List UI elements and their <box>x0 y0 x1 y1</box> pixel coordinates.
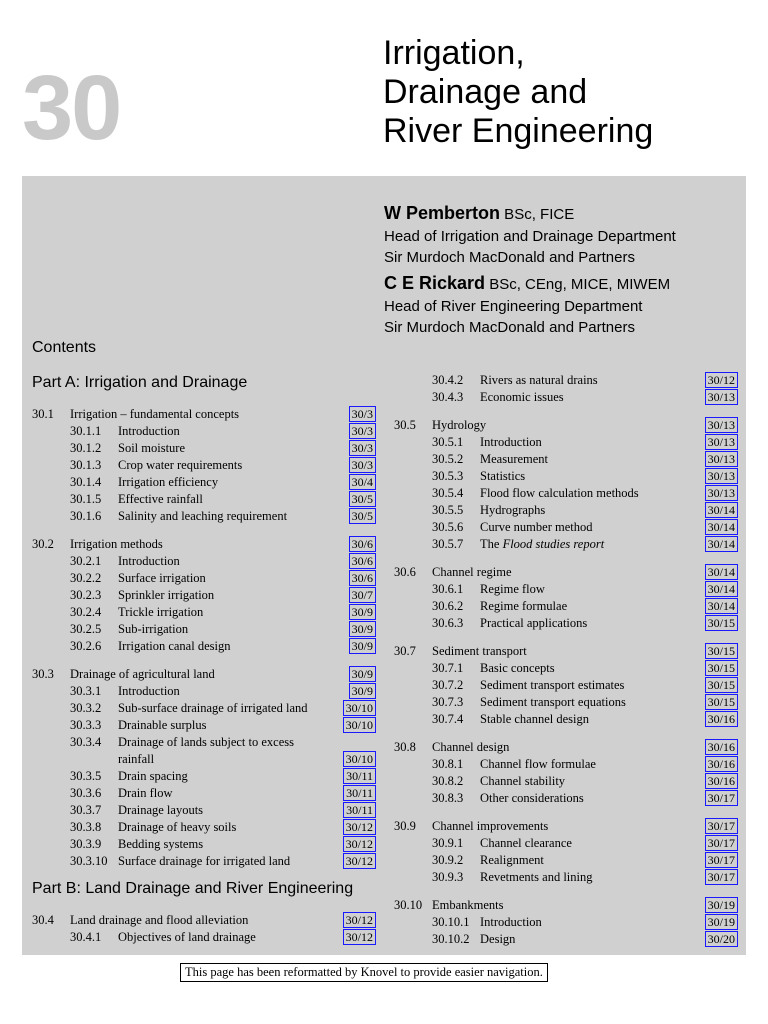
subsection-number: 30.2.6 <box>70 639 102 653</box>
subsection-row <box>394 598 738 615</box>
subsection-number: 30.2.2 <box>70 571 102 585</box>
subsection-title: Sediment transport equations <box>480 695 626 709</box>
subsection-title: Channel stability <box>480 774 566 788</box>
page-link[interactable]: 30/14 <box>705 502 738 518</box>
page-link[interactable]: 30/14 <box>705 598 738 614</box>
subsection-number: 30.1.6 <box>70 509 102 523</box>
subsection-row <box>394 581 738 598</box>
page-link[interactable]: 30/3 <box>349 423 376 439</box>
section-title: Sediment transport <box>432 644 527 658</box>
page-link[interactable]: 30/17 <box>705 790 738 806</box>
page-link[interactable]: 30/16 <box>705 739 738 755</box>
subsection-row <box>394 434 738 451</box>
subsection-number: 30.7.4 <box>432 712 464 726</box>
section-number: 30.4 <box>32 913 54 927</box>
subsection-number: 30.5.3 <box>432 469 464 483</box>
page-link[interactable]: 30/9 <box>349 604 376 620</box>
page-link[interactable]: 30/15 <box>705 694 738 710</box>
subsection-number: 30.5.5 <box>432 503 464 517</box>
chapter-title <box>383 34 653 151</box>
subsection-number: 30.9.1 <box>432 836 464 850</box>
subsection-row <box>32 423 376 440</box>
subsection-title: Sprinkler irrigation <box>118 588 215 602</box>
subsection-title: Trickle irrigation <box>118 605 204 619</box>
subsection-title: Channel flow formulae <box>480 757 596 771</box>
subsection-number: 30.2.4 <box>70 605 102 619</box>
subsection-row <box>394 773 738 790</box>
subsection-title: Stable channel design <box>480 712 589 726</box>
contents-section <box>394 417 738 553</box>
subsection-number: 30.10.2 <box>432 932 470 946</box>
page-link[interactable]: 30/5 <box>349 508 376 524</box>
page-link[interactable]: 30/10 <box>343 717 376 733</box>
page-link[interactable]: 30/13 <box>705 434 738 450</box>
page-link[interactable]: 30/14 <box>705 564 738 580</box>
page-link[interactable]: 30/13 <box>705 485 738 501</box>
subsection-title: Introduction <box>118 684 180 698</box>
subsection-row <box>394 660 738 677</box>
subsection-title: Sub-irrigation <box>118 622 189 636</box>
subsection-row <box>32 683 376 700</box>
section-number: 30.9 <box>394 819 416 833</box>
subsection-title: Practical applications <box>480 616 588 630</box>
subsection-row <box>394 711 738 728</box>
subsection-row <box>32 819 376 836</box>
subsection-number: 30.3.1 <box>70 684 102 698</box>
subsection-title: Soil moisture <box>118 441 186 455</box>
subsection-number: 30.2.3 <box>70 588 102 602</box>
section-title: Channel regime <box>432 565 512 579</box>
page-link[interactable]: 30/20 <box>705 931 738 947</box>
page-link[interactable]: 30/15 <box>705 643 738 659</box>
subsection-number: 30.7.3 <box>432 695 464 709</box>
subsection-number: 30.3.9 <box>70 837 102 851</box>
subsection-row <box>394 914 738 931</box>
subsection-row <box>394 615 738 632</box>
page-link[interactable]: 30/12 <box>343 836 376 852</box>
section-title: Channel improvements <box>432 819 549 833</box>
page-link[interactable]: 30/14 <box>705 581 738 597</box>
subsection-number: 30.1.4 <box>70 475 102 489</box>
subsection-row <box>32 785 376 802</box>
subsection-row <box>394 536 738 553</box>
subsection-number: 30.2.1 <box>70 554 102 568</box>
page-link[interactable]: 30/19 <box>705 897 738 913</box>
section-row <box>32 406 376 423</box>
subsection-row <box>32 717 376 734</box>
subsection-title: Revetments and lining <box>480 870 593 884</box>
subsection-row <box>394 852 738 869</box>
page-link[interactable]: 30/17 <box>705 835 738 851</box>
subsection-number: 30.3.6 <box>70 786 102 800</box>
page-link[interactable]: 30/17 <box>705 818 738 834</box>
subsection-row <box>32 440 376 457</box>
contents-section <box>32 406 376 525</box>
section-row <box>394 818 738 835</box>
subsection-number: 30.1.2 <box>70 441 102 455</box>
page-link[interactable]: 30/6 <box>349 553 376 569</box>
section-number: 30.2 <box>32 537 54 551</box>
page-link[interactable]: 30/15 <box>705 660 738 676</box>
section-row <box>394 564 738 581</box>
subsection-title: Crop water requirements <box>118 458 243 472</box>
subsection-title: Bedding systems <box>118 837 204 851</box>
subsection-row <box>32 836 376 853</box>
authors-block <box>384 202 676 342</box>
contents-left-column <box>32 406 376 881</box>
page-link[interactable]: 30/5 <box>349 491 376 507</box>
page-link[interactable]: 30/11 <box>343 768 376 784</box>
page-link[interactable]: 30/16 <box>705 711 738 727</box>
page-link[interactable]: 30/13 <box>705 389 738 405</box>
page-link[interactable]: 30/9 <box>349 666 376 682</box>
contents-section <box>32 666 376 870</box>
section-number: 30.6 <box>394 565 416 579</box>
page-link[interactable]: 30/12 <box>343 929 376 945</box>
subsection-title: Introduction <box>480 435 542 449</box>
reformat-notice: This page has been reformatted by Knovel to provide easier navigation. <box>180 963 548 982</box>
page-link[interactable]: 30/11 <box>343 785 376 801</box>
subsection-number: 30.9.3 <box>432 870 464 884</box>
title-line: Irrigation, <box>383 34 525 72</box>
subsection-title: Statistics <box>480 469 526 483</box>
author-position: Head of Irrigation and Drainage Department <box>384 228 676 245</box>
contents-section <box>394 739 738 807</box>
subsection-row <box>394 756 738 773</box>
section-number: 30.1 <box>32 407 54 421</box>
section-title: Embankments <box>432 898 504 912</box>
contents-section <box>32 912 376 946</box>
section-title: Drainage of agricultural land <box>70 667 215 681</box>
subsection-row <box>32 638 376 655</box>
subsection-title: Drainable surplus <box>118 718 207 732</box>
subsection-number: 30.5.2 <box>432 452 464 466</box>
subsection-row <box>394 790 738 807</box>
subsection-number: 30.7.2 <box>432 678 464 692</box>
subsection-number: 30.3.3 <box>70 718 102 732</box>
chapter-number: 30 <box>22 57 121 159</box>
contents-right-column <box>394 372 738 959</box>
subsection-title: Salinity and leaching requirement <box>118 509 288 523</box>
subsection-row <box>32 570 376 587</box>
section-row <box>394 897 738 914</box>
subsection-row <box>32 734 376 751</box>
subsection-row <box>394 835 738 852</box>
page-link[interactable]: 30/3 <box>349 457 376 473</box>
page-link[interactable]: 30/14 <box>705 536 738 552</box>
page-link[interactable]: 30/6 <box>349 536 376 552</box>
author-affiliation: Sir Murdoch MacDonald and Partners <box>384 319 635 336</box>
contents-section <box>394 372 738 406</box>
subsection-title: Surface drainage for irrigated land <box>118 854 291 868</box>
section-row <box>32 666 376 683</box>
author-name: W Pemberton <box>384 203 501 223</box>
contents-section <box>394 643 738 728</box>
page-link[interactable]: 30/9 <box>349 638 376 654</box>
subsection-title: Drainage of lands subject to excess <box>118 735 294 749</box>
subsection-title: Irrigation canal design <box>118 639 231 653</box>
subsection-title-italic: Flood studies report <box>502 537 605 551</box>
subsection-number: 30.6.2 <box>432 599 464 613</box>
subsection-number: 30.3.4 <box>70 735 102 749</box>
subsection-number: 30.3.7 <box>70 803 102 817</box>
subsection-title: Objectives of land drainage <box>118 930 256 944</box>
section-row <box>394 643 738 660</box>
subsection-title: The Flood studies report <box>480 537 605 551</box>
subsection-title: Curve number method <box>480 520 593 534</box>
subsection-title: Hydrographs <box>480 503 546 517</box>
subsection-row <box>394 931 738 948</box>
subsection-number: 30.6.1 <box>432 582 464 596</box>
page-link[interactable]: 30/10 <box>343 751 376 767</box>
subsection-title: Measurement <box>480 452 549 466</box>
subsection-number: 30.3.8 <box>70 820 102 834</box>
subsection-title: rainfall <box>118 752 155 766</box>
subsection-row <box>32 604 376 621</box>
subsection-row <box>394 519 738 536</box>
subsection-number: 30.1.1 <box>70 424 102 438</box>
subsection-number: 30.8.2 <box>432 774 464 788</box>
subsection-title: Regime flow <box>480 582 545 596</box>
title-line: Drainage and <box>383 73 588 111</box>
page-link[interactable]: 30/9 <box>349 621 376 637</box>
subsection-title: Economic issues <box>480 390 564 404</box>
subsection-row-continued <box>32 751 376 768</box>
section-row <box>32 536 376 553</box>
page-link[interactable]: 30/12 <box>705 372 738 388</box>
subsection-number: 30.3.2 <box>70 701 102 715</box>
page-link[interactable]: 30/12 <box>343 853 376 869</box>
subsection-row <box>32 929 376 946</box>
contents-section <box>32 536 376 655</box>
author <box>384 202 676 268</box>
contents-part-b-column <box>32 912 376 957</box>
subsection-row <box>394 485 738 502</box>
author-qualifications: BSc, FICE <box>500 206 575 223</box>
subsection-number: 30.8.3 <box>432 791 464 805</box>
subsection-title: Basic concepts <box>480 661 555 675</box>
contents-section <box>394 564 738 632</box>
subsection-row <box>394 677 738 694</box>
subsection-title: Introduction <box>118 424 180 438</box>
subsection-row <box>32 700 376 717</box>
page-link[interactable]: 30/17 <box>705 852 738 868</box>
subsection-title: Channel clearance <box>480 836 572 850</box>
subsection-number: 30.3.5 <box>70 769 102 783</box>
page-link[interactable]: 30/3 <box>349 406 376 422</box>
subsection-row <box>32 553 376 570</box>
subsection-number: 30.4.1 <box>70 930 102 944</box>
subsection-row <box>32 508 376 525</box>
subsection-number: 30.1.3 <box>70 458 102 472</box>
subsection-number: 30.10.1 <box>432 915 470 929</box>
subsection-title: Sediment transport estimates <box>480 678 625 692</box>
subsection-row <box>394 372 738 389</box>
subsection-row <box>32 802 376 819</box>
section-title: Irrigation – fundamental concepts <box>70 407 240 421</box>
subsection-number: 30.5.1 <box>432 435 464 449</box>
section-row <box>394 739 738 756</box>
subsection-row <box>32 457 376 474</box>
subsection-title: Regime formulae <box>480 599 568 613</box>
page-link[interactable]: 30/9 <box>349 683 376 699</box>
subsection-title: Irrigation efficiency <box>118 475 219 489</box>
page-link[interactable]: 30/13 <box>705 451 738 467</box>
section-number: 30.5 <box>394 418 416 432</box>
page-link[interactable]: 30/16 <box>705 756 738 772</box>
author-affiliation: Sir Murdoch MacDonald and Partners <box>384 249 635 266</box>
page-link[interactable]: 30/17 <box>705 869 738 885</box>
contents-section <box>394 897 738 948</box>
subsection-number: 30.4.2 <box>432 373 464 387</box>
subsection-title: Flood flow calculation methods <box>480 486 639 500</box>
subsection-row <box>394 468 738 485</box>
subsection-number: 30.9.2 <box>432 853 464 867</box>
subsection-title: Design <box>480 932 516 946</box>
subsection-title: Drain flow <box>118 786 173 800</box>
page-link[interactable]: 30/15 <box>705 615 738 631</box>
subsection-number: 30.5.7 <box>432 537 464 551</box>
subsection-row <box>394 389 738 406</box>
page-link[interactable]: 30/7 <box>349 587 376 603</box>
subsection-title: Realignment <box>480 853 544 867</box>
subsection-number: 30.2.5 <box>70 622 102 636</box>
subsection-number: 30.5.4 <box>432 486 464 500</box>
subsection-row <box>394 451 738 468</box>
section-number: 30.7 <box>394 644 416 658</box>
page-link[interactable]: 30/12 <box>343 912 376 928</box>
subsection-number: 30.3.10 <box>70 854 108 868</box>
part-a-heading: Part A: Irrigation and Drainage <box>32 374 248 391</box>
subsection-number: 30.4.3 <box>432 390 464 404</box>
author-position: Head of River Engineering Department <box>384 298 643 315</box>
page-link[interactable]: 30/10 <box>343 700 376 716</box>
section-title: Land drainage and flood alleviation <box>70 913 249 927</box>
subsection-row <box>32 768 376 785</box>
author <box>384 272 676 338</box>
subsection-row <box>394 694 738 711</box>
subsection-number: 30.6.3 <box>432 616 464 630</box>
section-title: Channel design <box>432 740 510 754</box>
subsection-number: 30.1.5 <box>70 492 102 506</box>
part-b-heading: Part B: Land Drainage and River Engineering <box>32 880 354 897</box>
subsection-number: 30.7.1 <box>432 661 464 675</box>
section-row <box>394 417 738 434</box>
subsection-title: Effective rainfall <box>118 492 203 506</box>
author-qualifications: BSc, CEng, MICE, MIWEM <box>485 276 671 293</box>
section-title: Hydrology <box>432 418 487 432</box>
page-link[interactable]: 30/19 <box>705 914 738 930</box>
title-line: River Engineering <box>383 112 654 150</box>
contents-heading: Contents <box>32 339 97 356</box>
subsection-title: Sub-surface drainage of irrigated land <box>118 701 308 715</box>
subsection-title: Surface irrigation <box>118 571 206 585</box>
section-number: 30.10 <box>394 898 423 912</box>
page-link[interactable]: 30/6 <box>349 570 376 586</box>
page-link[interactable]: 30/15 <box>705 677 738 693</box>
page-link[interactable]: 30/4 <box>349 474 376 490</box>
subsection-row <box>32 853 376 870</box>
page-link[interactable]: 30/16 <box>705 773 738 789</box>
subsection-row <box>32 491 376 508</box>
subsection-row <box>32 587 376 604</box>
page-link[interactable]: 30/13 <box>705 417 738 433</box>
section-number: 30.3 <box>32 667 54 681</box>
section-title: Irrigation methods <box>70 537 163 551</box>
section-number: 30.8 <box>394 740 416 754</box>
section-row <box>32 912 376 929</box>
subsection-row <box>32 474 376 491</box>
subsection-title: Introduction <box>480 915 542 929</box>
subsection-title: Drainage layouts <box>118 803 204 817</box>
subsection-title: Drain spacing <box>118 769 188 783</box>
subsection-title: Rivers as natural drains <box>480 373 598 387</box>
page-link[interactable]: 30/13 <box>705 468 738 484</box>
subsection-title: Other considerations <box>480 791 584 805</box>
page-link[interactable]: 30/11 <box>343 802 376 818</box>
page-link[interactable]: 30/3 <box>349 440 376 456</box>
page-link[interactable]: 30/12 <box>343 819 376 835</box>
contents-section <box>394 818 738 886</box>
subsection-number: 30.8.1 <box>432 757 464 771</box>
subsection-row <box>394 869 738 886</box>
subsection-row <box>32 621 376 638</box>
subsection-row <box>394 502 738 519</box>
subsection-number: 30.5.6 <box>432 520 464 534</box>
subsection-title: Introduction <box>118 554 180 568</box>
author-name: C E Rickard <box>384 273 486 293</box>
subsection-title: Drainage of heavy soils <box>118 820 237 834</box>
page-link[interactable]: 30/14 <box>705 519 738 535</box>
